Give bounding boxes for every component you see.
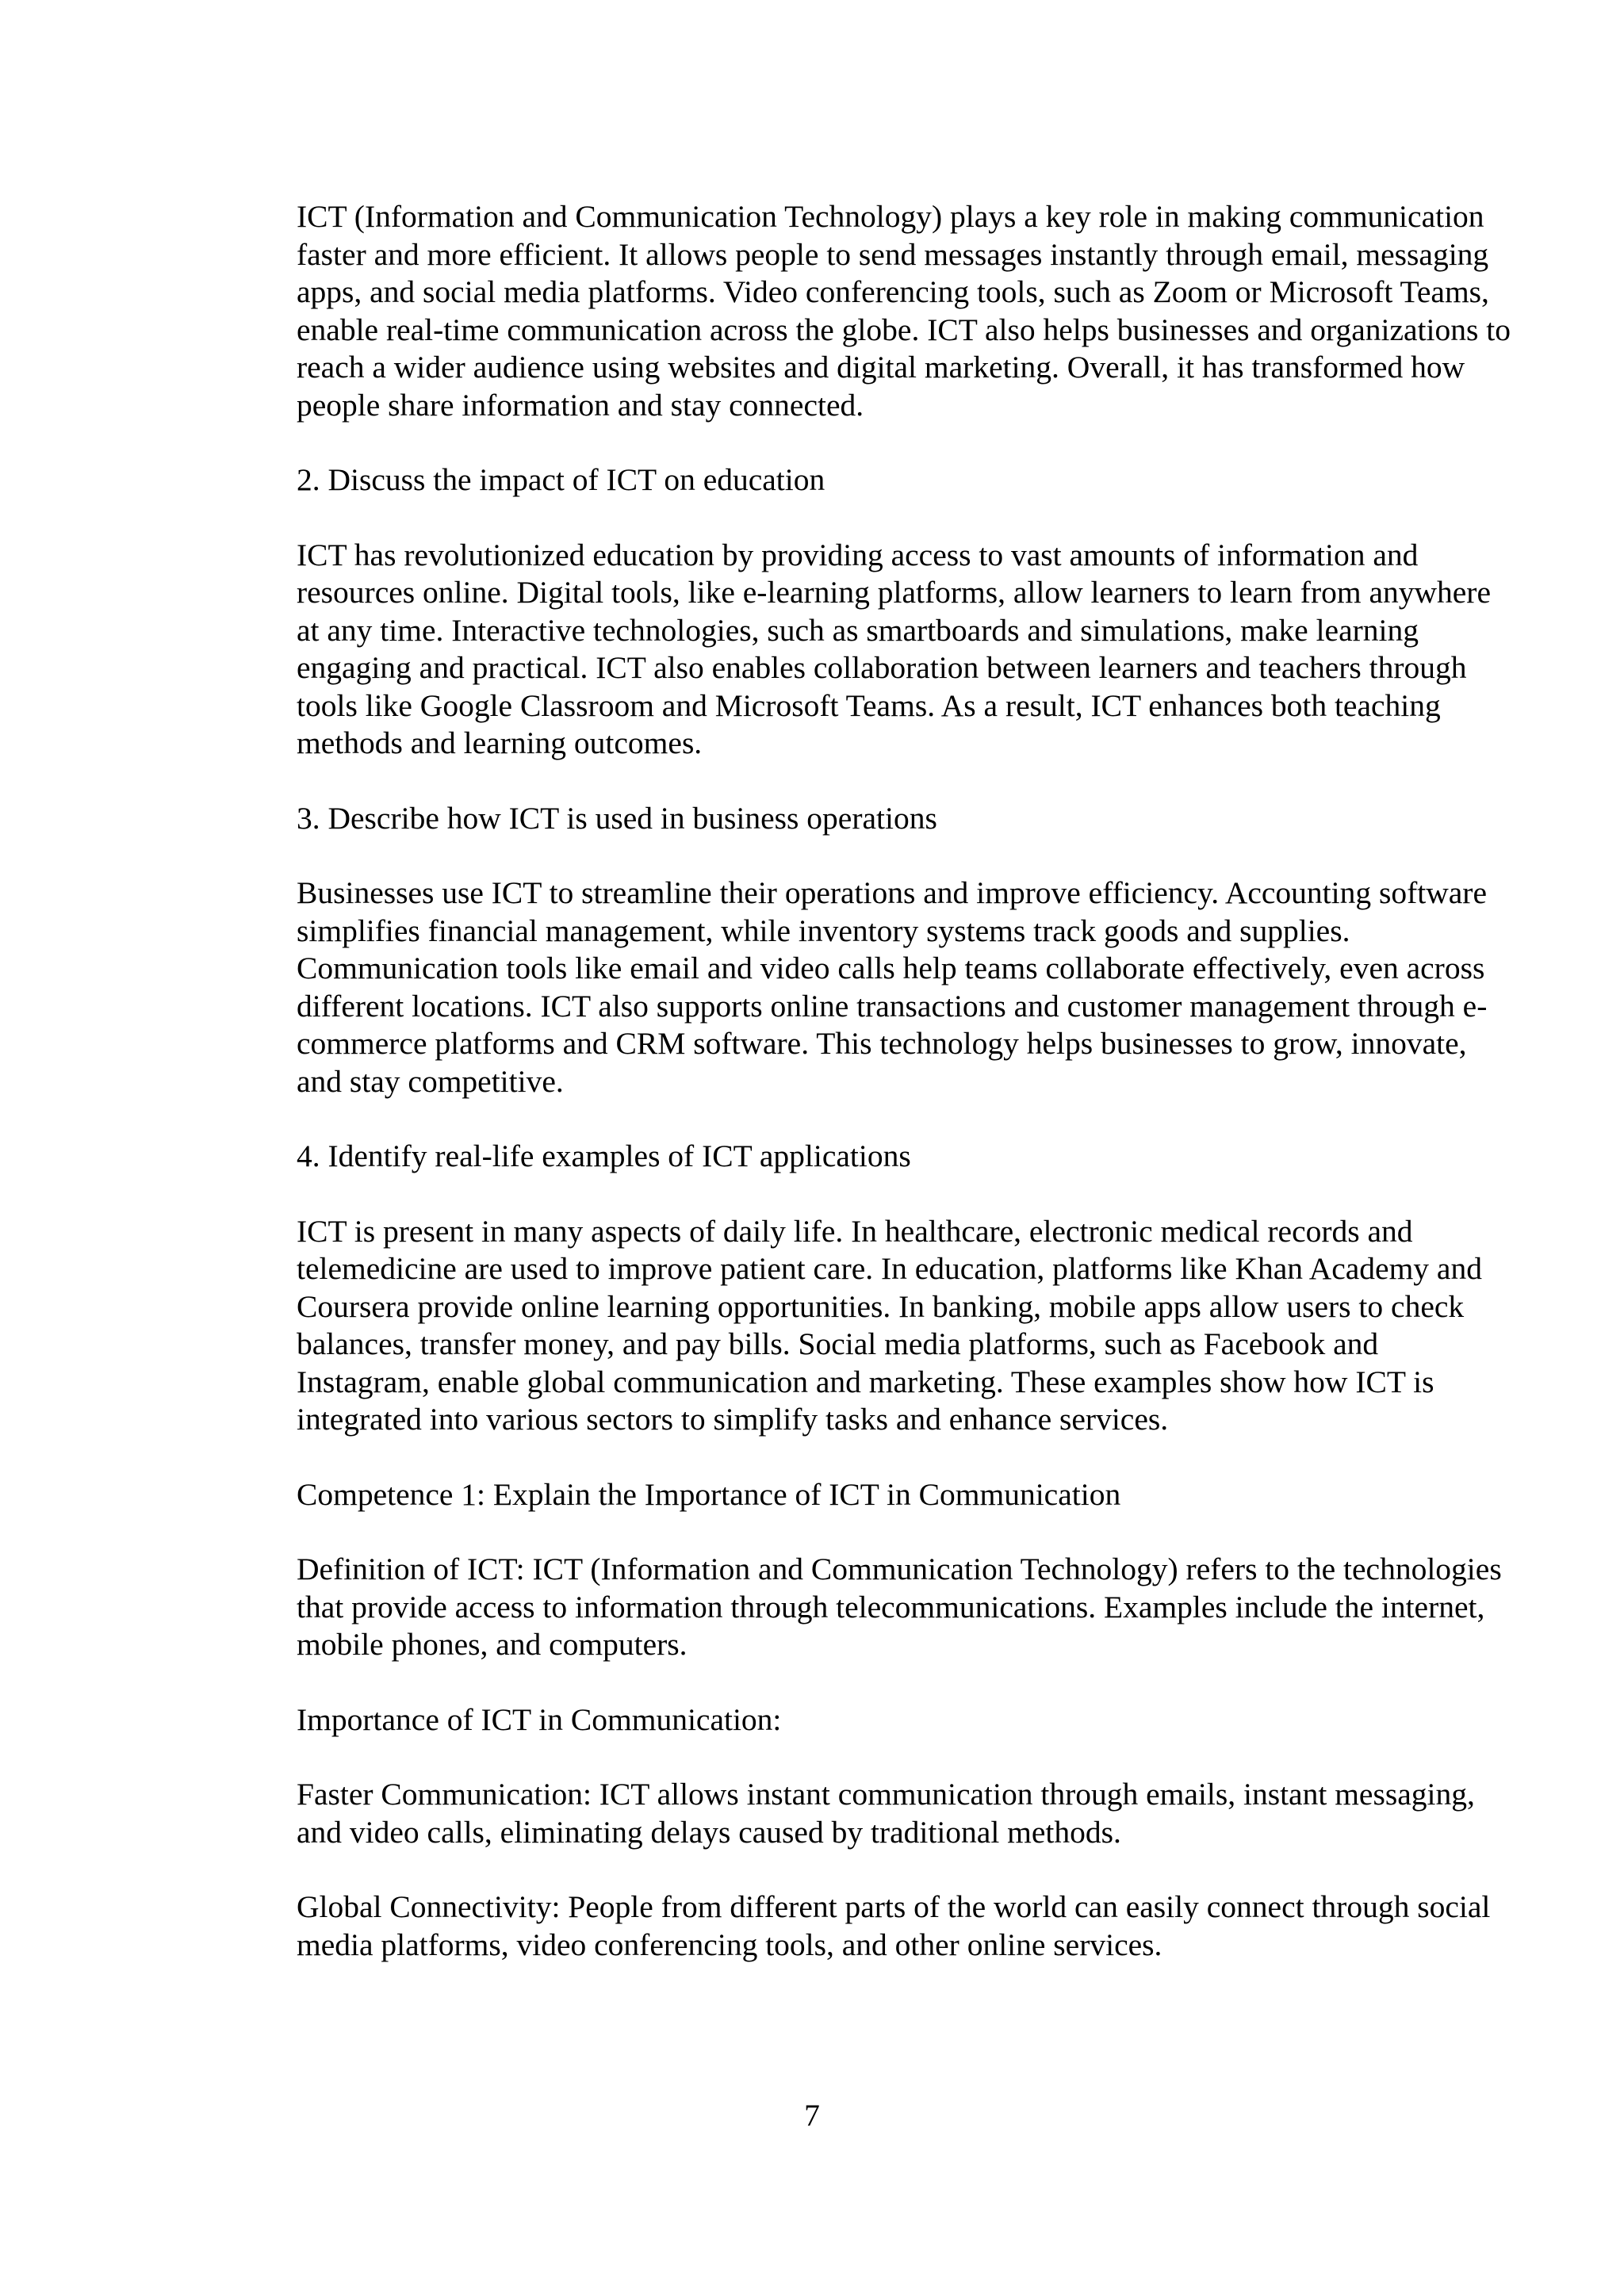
paragraph-ict-examples-answer: ICT is present in many aspects of daily life. In healthcare, electronic medical records and telemedicine are used to improve patient care. In education, platforms like Khan Academy and Coursera provide online learning opportunities. In banking, mobile apps allow users to check balances, transfer money, and pay bills. Social media platforms, such as Facebook and Instagram, enable global communication and marketing. These examples show how ICT is integrated into various sectors to simplify tasks and enhance services. xyxy=(297,1213,1482,1437)
paragraph-ict-business-answer: Businesses use ICT to streamline their operations and improve efficiency. Accounting software simplifies financial management, while inventory systems track goods and supplies. Communication tools like email and video calls help teams collaborate effectively, even across different locations. ICT also supports online transactions and customer management through e-commerce platforms and CRM software. This technology helps businesses to grow, innovate, and stay competitive. xyxy=(297,875,1488,1099)
paragraph-ict-education-answer: ICT has revolutionized education by providing access to vast amounts of information and resources online. Digital tools, like e-learning platforms, allow learners to learn from anywhere at any time. Interactive technologies, such as smartboards and simulations, make learning engaging and practical. ICT also enables collaboration between learners and teachers through tools like Google Classroom and Microsoft Teams. As a result, ICT enhances both teaching methods and learning outcomes. xyxy=(297,537,1491,760)
importance-subheading: Importance of ICT in Communication: xyxy=(297,1701,782,1737)
paragraph-ict-definition: Definition of ICT: ICT (Information and Communication Technology) refers to the technologies that provide access to information through telecommunications. Examples include the internet, mobile phones, and computers. xyxy=(297,1552,1502,1662)
paragraph-ict-communication-answer: ICT (Information and Communication Technology) plays a key role in making communication faster and more efficient. It allows people to send messages instantly through email, messaging apps, and social media platforms. Video conferencing tools, such as Zoom or Microsoft Teams, enable real-time communication across the globe. ICT also helps businesses and organizations to reach a wider audience using websites and digital marketing. Overall, it has transformed how people share information and stay connected. xyxy=(297,199,1511,423)
paragraph-faster-communication: Faster Communication: ICT allows instant communication through emails, instant messaging, and video calls, eliminating delays caused by traditional methods. xyxy=(297,1777,1475,1850)
question-2-heading: 2. Discuss the impact of ICT on education xyxy=(297,462,825,497)
question-3-heading: 3. Describe how ICT is used in business operations xyxy=(297,800,937,836)
page-number: 7 xyxy=(804,2098,820,2133)
paragraph-global-connectivity: Global Connectivity: People from different parts of the world can easily connect through social media platforms, video conferencing tools, and other online services. xyxy=(297,1889,1491,1962)
page-body xyxy=(297,198,1518,1964)
competence-1-heading: Competence 1: Explain the Importance of ICT in Communication xyxy=(297,1476,1121,1512)
question-4-heading: 4. Identify real-life examples of ICT applications xyxy=(297,1138,911,1173)
